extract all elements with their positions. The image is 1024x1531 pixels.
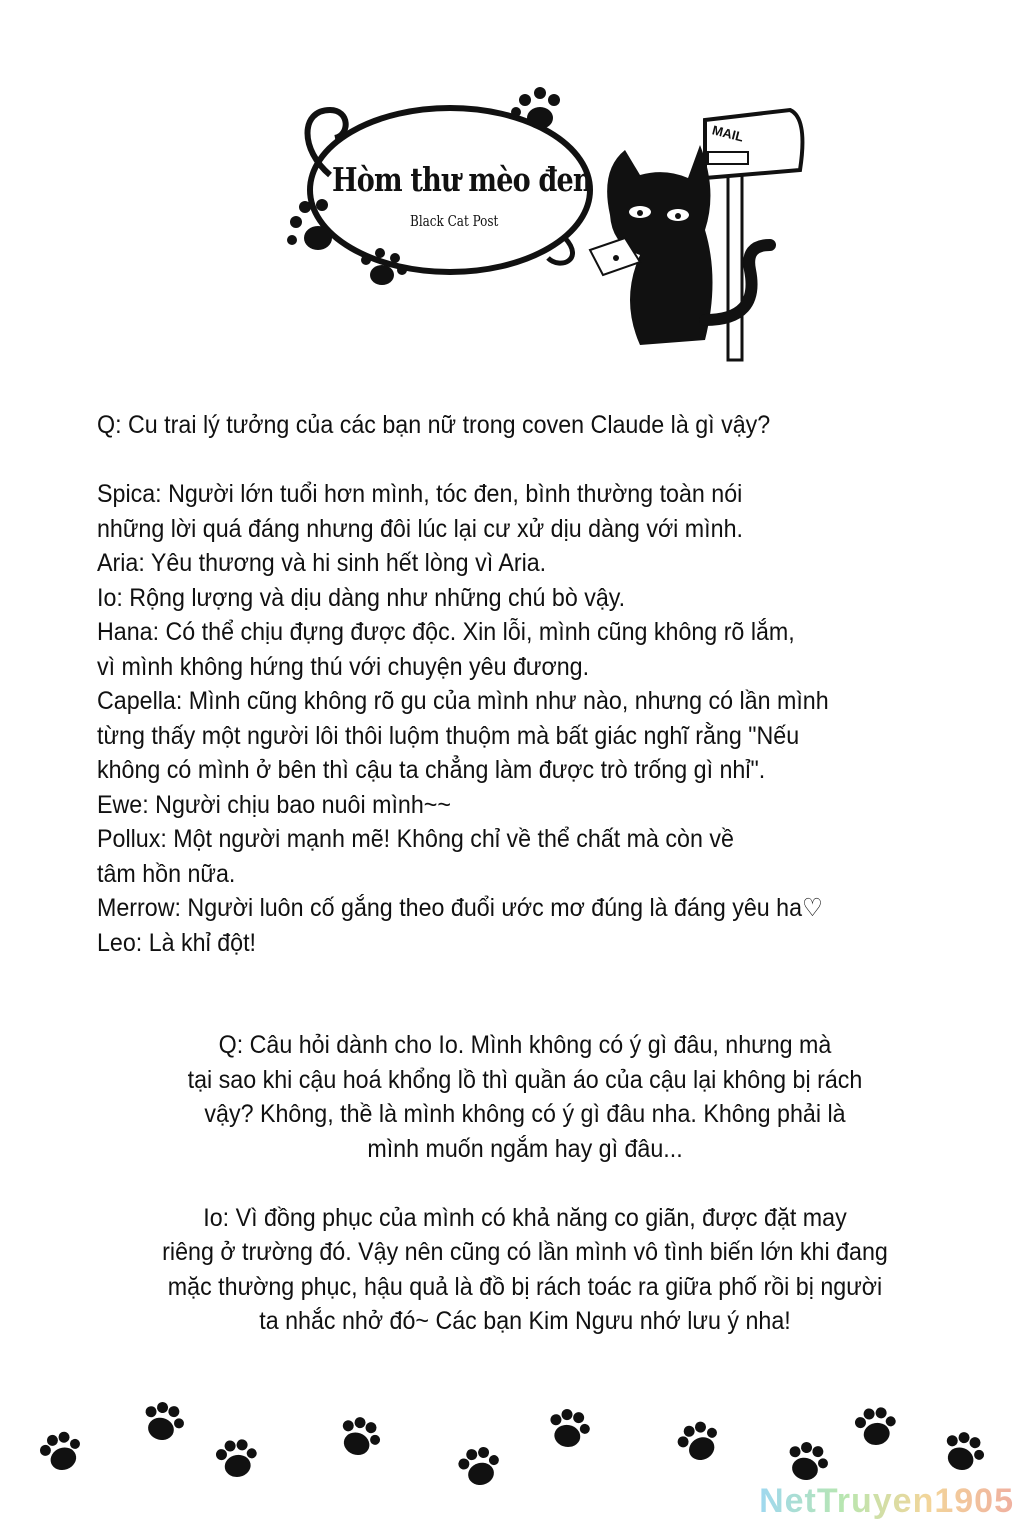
logo-title: Hòm thư mèo đen [332,160,592,199]
io-question-section [80,1028,970,1339]
paw-icon [546,1406,592,1450]
paw-icon [783,1438,832,1485]
answer-line: Aria: Yêu thương và hi sinh hết lòng vì Aria. [97,549,547,577]
answer-line: Pollux: Một người mạnh mẽ! Không chỉ về thể chất mà còn về [97,825,734,853]
mailbox-label: MAIL [710,122,746,145]
ideal-type-section [97,408,884,960]
answer-line: những lời quá đáng nhưng đôi lúc lại cư xử dịu dàng với mình. [97,514,743,543]
answer-line: ta nhắc nhở đó~ Các bạn Kim Ngưu nhớ lưu ý nha! [259,1307,791,1335]
answer-line: Io: Rộng lượng và dịu dàng như những chú bò vậy. [97,583,626,612]
answer-line: Ewe: Người chịu bao nuôi mình~~ [97,790,451,819]
question-text: Q: Cu trai lý tưởng của các bạn nữ trong coven Claude là gì vậy? [97,411,771,439]
answer-line: tâm hồn nữa. [97,859,236,888]
paw-icon [214,1436,260,1480]
answer-line: Leo: Là khỉ đột! [97,928,257,957]
paw-icon [939,1427,990,1476]
answer-line: vì mình không hứng thú với chuyện yêu đương. [97,652,590,681]
question-line: mình muốn ngắm hay gì đâu... [367,1134,683,1163]
paw-icon [673,1416,726,1467]
question-line: Q: Câu hỏi dành cho Io. Mình không có ý gì đâu, nhưng mà [218,1031,832,1059]
question-line: tại sao khi cậu hoá khổng lồ thì quần áo của cậu lại không bị rách [187,1065,863,1094]
answer-line: Hana: Có thể chịu đựng được độc. Xin lỗi, mình cũng không rõ lắm, [97,618,795,646]
answer-line: từng thấy một người lôi thôi luộm thuộm mà bất giác nghĩ rằng "Nếu [97,721,800,750]
paw-icon [36,1427,87,1476]
answer-line: Io: Vì đồng phục của mình có khả năng co giãn, được đặt may [203,1203,847,1232]
watermark: NetTruyen1905 [759,1482,1014,1520]
answer-line: Spica: Người lớn tuổi hơn mình, tóc đen, bình thường toàn nói [97,480,743,508]
paw-icon [455,1443,504,1490]
answer-line: mặc thường phục, hậu quả là đồ bị rách toác ra giữa phố rồi bị người [167,1272,883,1301]
answer-line: Merrow: Người luôn cố gắng theo đuổi ước mơ đúng là đáng yêu ha♡ [97,894,823,922]
black-cat-post-logo [0,0,1024,380]
answer-line: Capella: Mình cũng không rõ gu của mình như nào, nhưng có lần mình [97,687,829,715]
logo-subtitle: Black Cat Post [410,212,499,230]
answer-line: riêng ở trường đó. Vậy nên cũng có lần mình vô tình biến lớn khi đang [162,1238,888,1266]
answer-line: không có mình ở bên thì cậu ta chẳng làm được trò trống gì nhỉ". [97,756,766,784]
paw-icon [335,1412,386,1461]
question-line: vậy? Không, thề là mình không có ý gì đâu nha. Không phải là [204,1100,846,1128]
paw-icon [853,1404,899,1448]
paw-icon [139,1398,188,1445]
paw-icon [511,87,560,129]
